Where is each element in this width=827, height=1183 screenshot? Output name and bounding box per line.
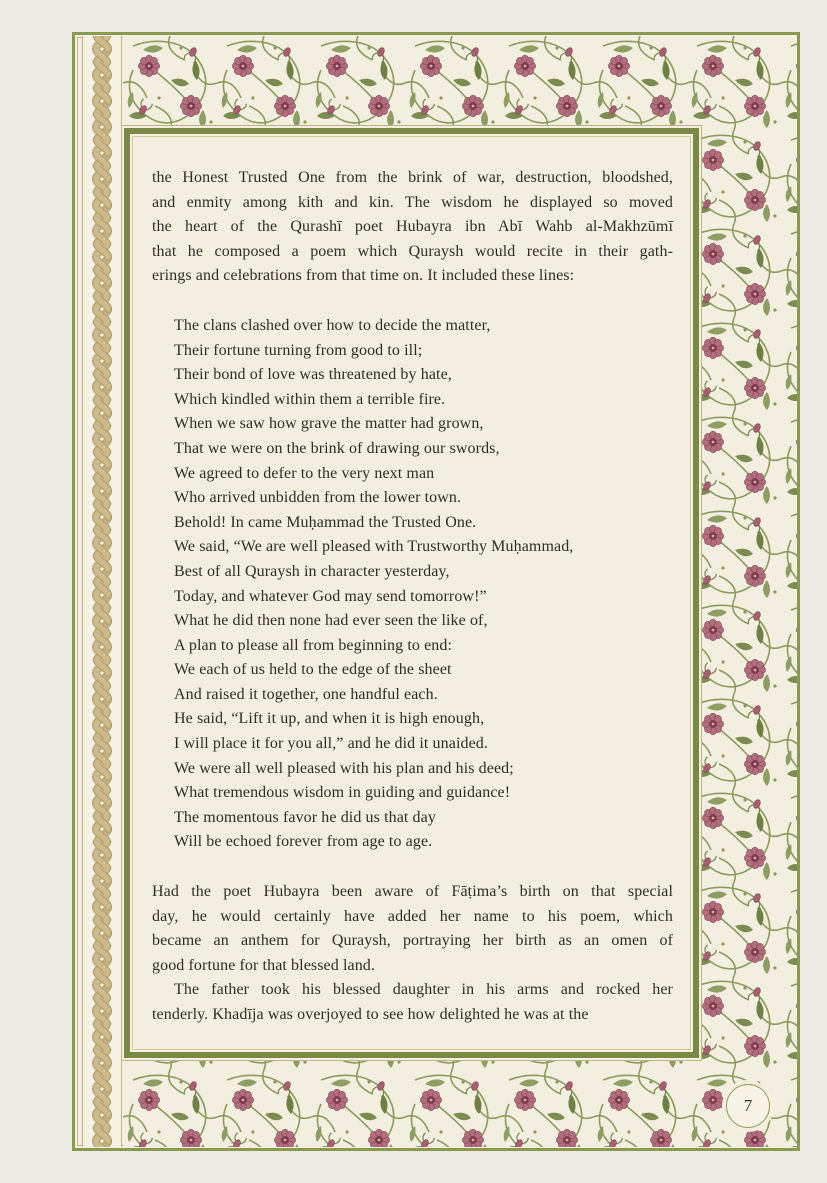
page-number: 7 bbox=[743, 1096, 753, 1115]
text-line: good fortune for that blessed land. bbox=[152, 956, 375, 974]
body-text bbox=[152, 166, 673, 1028]
text-line: the heart of the Qurashī poet Hubayra ibn Abī Wahb al-Makhzūmī bbox=[152, 218, 673, 236]
text-line: What he did then none had ever seen the like of, bbox=[174, 612, 488, 630]
page-number-badge bbox=[726, 1084, 770, 1128]
text-line: Behold! In came Muḥammad the Trusted One. bbox=[174, 513, 477, 531]
paragraph-hubayra bbox=[152, 880, 673, 978]
text-line: The father took his blessed daughter in his arms and rocked her bbox=[174, 981, 673, 999]
text-line: that he composed a poem which Quraysh would recite in their gath- bbox=[152, 242, 673, 260]
text-line: Best of all Quraysh in character yesterday, bbox=[174, 562, 450, 580]
text-line: I will place it for you all,” and he did it unaided. bbox=[174, 735, 488, 753]
poem-block bbox=[174, 314, 673, 855]
text-line: A plan to please all from beginning to end: bbox=[174, 636, 453, 654]
text-line: He said, “Lift it up, and when it is high enough, bbox=[174, 710, 485, 728]
text-line: When we saw how grave the matter had grown, bbox=[174, 415, 484, 433]
text-line: That we were on the brink of drawing our swords, bbox=[174, 439, 500, 457]
text-line: We said, “We are well pleased with Trustworthy Muḥammad, bbox=[174, 538, 574, 556]
text-line: We each of us held to the edge of the sheet bbox=[174, 661, 452, 679]
text-line: The momentous favor he did us that day bbox=[174, 808, 436, 826]
text-line: What tremendous wisdom in guiding and guidance! bbox=[174, 784, 511, 802]
text-line: the Honest Trusted One from the brink of war, destruction, bloodshed, bbox=[152, 169, 673, 186]
text-line: We agreed to defer to the very next man bbox=[174, 464, 435, 482]
text-line: Their bond of love was threatened by hate, bbox=[174, 366, 452, 384]
text-line: Will be echoed forever from age to age. bbox=[174, 833, 433, 851]
text-line: erings and celebrations from that time on. It included these lines: bbox=[152, 267, 575, 285]
braid-border bbox=[82, 36, 122, 1147]
text-line: tenderly. Khadīja was overjoyed to see how delighted he was at the bbox=[152, 1006, 589, 1023]
text-panel bbox=[124, 128, 699, 1058]
text-line: and enmity among kith and kin. The wisdom he displayed so moved bbox=[152, 193, 673, 211]
text-line: Which kindled within them a terrible fire. bbox=[174, 390, 446, 408]
text-line: Had the poet Hubayra been aware of Fāṭima’s birth on that special bbox=[152, 883, 673, 901]
text-line: Who arrived unbidden from the lower town. bbox=[174, 489, 462, 507]
text-line: Today, and whatever God may send tomorrow!” bbox=[174, 587, 487, 605]
text-line: Their fortune turning from good to ill; bbox=[174, 341, 423, 359]
text-line: The clans clashed over how to decide the matter, bbox=[174, 316, 491, 334]
paragraph-continuation bbox=[152, 166, 673, 289]
text-line: became an anthem for Quraysh, portraying her birth as an omen of bbox=[152, 932, 673, 950]
text-line: day, he would certainly have added her name to his poem, which bbox=[152, 907, 673, 925]
text-line: We were all well pleased with his plan and his deed; bbox=[174, 759, 514, 777]
paragraph-father bbox=[152, 978, 673, 1027]
text-line: And raised it together, one handful each. bbox=[174, 685, 438, 703]
braid-pattern-icon bbox=[88, 36, 116, 1147]
